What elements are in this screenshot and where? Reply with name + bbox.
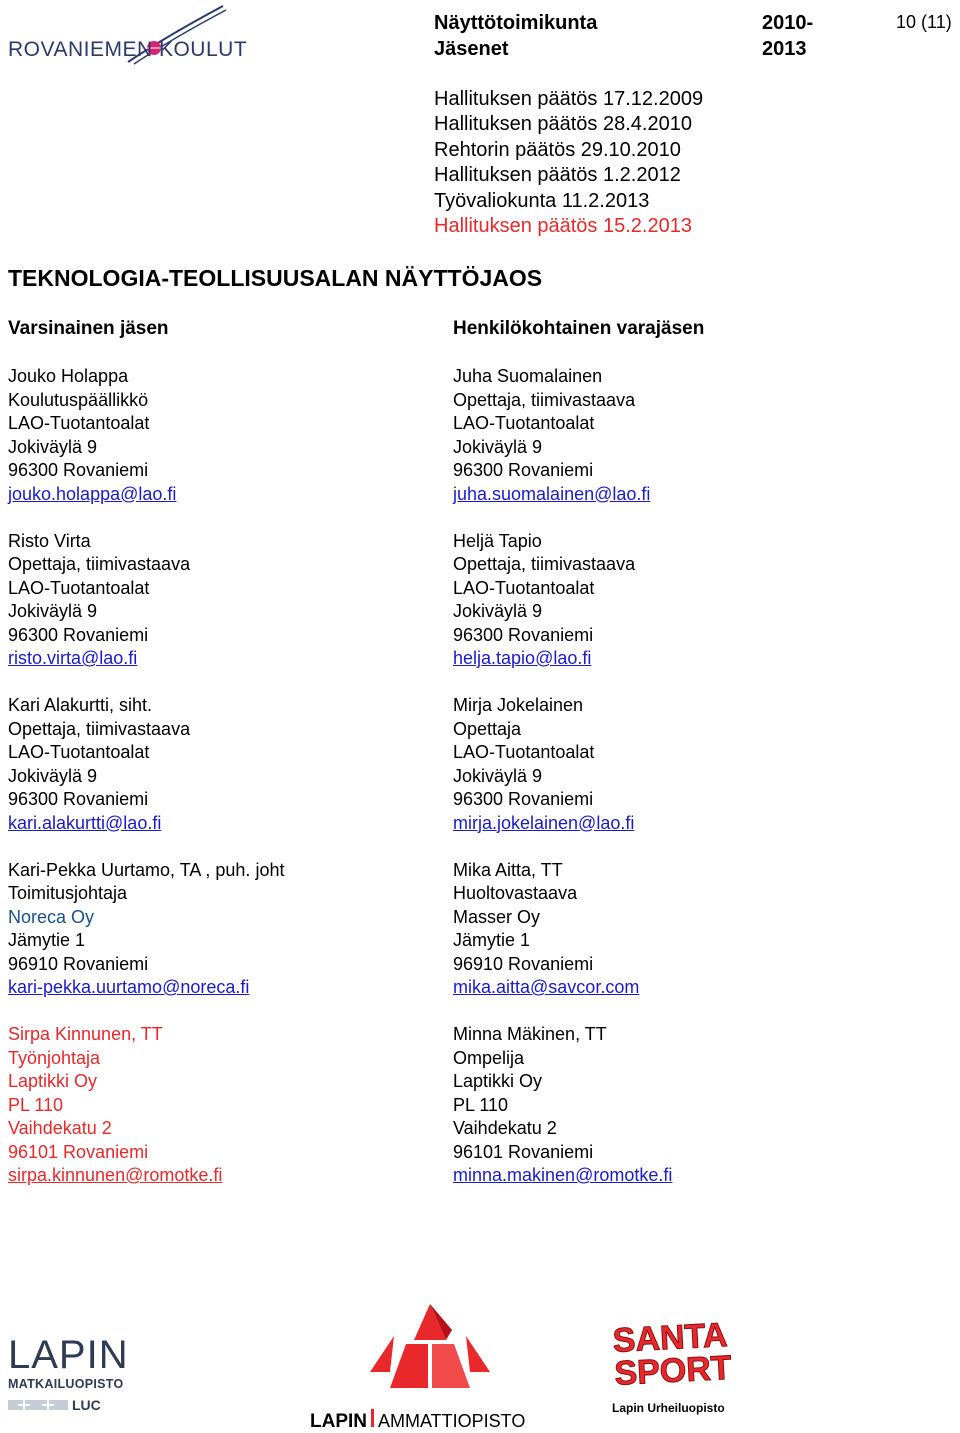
member-detail: 96300 Rovaniemi (8, 624, 149, 645)
member-name: Risto Virta (8, 530, 91, 551)
decision-line: Rehtorin päätös 29.10.2010 (434, 138, 681, 161)
lapin-matkailuopisto-logo-word3: LUC (72, 1397, 101, 1413)
member-detail: Jämytie 1 (8, 930, 86, 950)
decision-line: Hallituksen päätös 15.2.2013 (434, 215, 692, 238)
lapin-matkailuopisto-logo-word2: MATKAILUOPISTO (8, 1377, 124, 1391)
member-detail: Ompelija (453, 1047, 525, 1068)
member-detail: 96300 Rovaniemi (453, 789, 594, 809)
left-member-entry (8, 694, 448, 835)
member-email-link[interactable]: kari.alakurtti@lao.fi (8, 812, 162, 833)
member-name: Minna Mäkinen, TT (453, 1024, 607, 1044)
member-name: Kari Alakurtti, siht. (8, 695, 153, 715)
member-detail: Vaihdekatu 2 (453, 1118, 557, 1138)
member-detail: 96101 Rovaniemi (8, 1141, 149, 1162)
member-detail: LAO-Tuotantoalat (453, 577, 595, 598)
member-name: Mirja Jokelainen (453, 695, 584, 715)
header-title-line1: Näyttötoimikunta (434, 12, 598, 34)
member-detail: LAO-Tuotantoalat (8, 577, 150, 598)
santa-sport-logo-subtitle: Lapin Urheiluopisto (612, 1401, 725, 1415)
member-detail: Opettaja, tiimivastaava (453, 554, 636, 574)
left-member-entry (8, 1023, 448, 1188)
member-detail: Noreca Oy (8, 906, 95, 927)
member-detail: Vaihdekatu 2 (8, 1118, 112, 1138)
member-detail: Opettaja, tiimivastaava (8, 718, 191, 739)
page-number: 10 (11) (896, 12, 952, 32)
member-detail: LAO-Tuotantoalat (453, 742, 595, 762)
right-member-entry (453, 859, 893, 1000)
header-year (762, 10, 842, 62)
santa-sport-logo (611, 1316, 752, 1425)
decision-line: Hallituksen päätös 17.12.2009 (434, 88, 704, 110)
santa-sport-logo-word2: SPORT (613, 1348, 733, 1393)
member-detail: Jämytie 1 (453, 930, 531, 950)
member-detail: 96101 Rovaniemi (453, 1141, 594, 1162)
member-detail: Masser Oy (453, 906, 541, 927)
member-detail: 96300 Rovaniemi (8, 789, 149, 809)
lapin-ammattiopisto-logo-word2: AMMATTIOPISTO (378, 1411, 526, 1431)
member-email-link[interactable]: minna.makinen@romotke.fi (453, 1165, 673, 1185)
member-detail: Jokiväylä 9 (8, 436, 98, 457)
decision-list (434, 87, 703, 239)
member-detail: Laptikki Oy (453, 1071, 543, 1091)
decision-line: Hallituksen päätös 1.2.2012 (434, 164, 681, 187)
right-member-list (453, 365, 893, 1211)
member-email-link[interactable]: sirpa.kinnunen@romotke.fi (8, 1165, 223, 1185)
snowflake-pattern-icon (8, 1398, 68, 1412)
member-detail: LAO-Tuotantoalat (8, 742, 150, 762)
member-detail: Toimitusjohtaja (8, 883, 128, 903)
left-member-entry (8, 859, 448, 1000)
member-detail: Laptikki Oy (8, 1071, 98, 1091)
member-email-link[interactable]: kari-pekka.uurtamo@noreca.fi (8, 977, 250, 997)
decision-line: Hallituksen päätös 28.4.2010 (434, 113, 692, 136)
member-detail: Jokiväylä 9 (8, 601, 98, 621)
member-email-link[interactable]: juha.suomalainen@lao.fi (453, 483, 651, 504)
member-detail: Jokiväylä 9 (8, 765, 98, 786)
member-detail: LAO-Tuotantoalat (8, 413, 150, 433)
header-title (434, 10, 597, 62)
header-title-line2: Jäsenet (434, 38, 509, 60)
right-member-entry (453, 365, 893, 506)
logo-text: ROVANIEMEN KOULUT (8, 38, 248, 61)
left-member-entry (8, 530, 448, 671)
member-detail: 96300 Rovaniemi (453, 460, 594, 480)
left-column-heading: Varsinainen jäsen (8, 318, 169, 339)
member-detail: PL 110 (8, 1094, 64, 1115)
rovaniemen-koulut-logo (8, 4, 248, 70)
member-detail: 96300 Rovaniemi (8, 460, 149, 480)
right-member-entry (453, 530, 893, 671)
member-detail: Opettaja, tiimivastaava (8, 554, 191, 574)
member-email-link[interactable]: mika.aitta@savcor.com (453, 977, 640, 997)
member-detail: Jokiväylä 9 (453, 765, 543, 786)
left-member-entry (8, 365, 448, 506)
member-detail: Huoltovastaava (453, 883, 578, 903)
member-detail: PL 110 (453, 1094, 509, 1115)
member-detail: LAO-Tuotantoalat (453, 413, 595, 433)
member-detail: Opettaja (453, 718, 522, 739)
member-detail: 96910 Rovaniemi (8, 953, 149, 974)
member-detail: Jokiväylä 9 (453, 436, 543, 457)
header-year-line1: 2010- (762, 12, 814, 34)
right-member-entry (453, 694, 893, 835)
lapin-ammattiopisto-logo-word1: LAPIN (310, 1411, 367, 1432)
member-name: Kari-Pekka Uurtamo, TA , puh. joht (8, 859, 285, 880)
right-column-heading: Henkilökohtainen varajäsen (453, 318, 705, 339)
member-email-link[interactable]: helja.tapio@lao.fi (453, 648, 592, 668)
member-detail: 96300 Rovaniemi (453, 624, 594, 645)
member-detail: Työnjohtaja (8, 1047, 101, 1068)
section-title: TEKNOLOGIA-TEOLLISUUSALAN NÄYTTÖJAOS (8, 265, 543, 291)
santa-sport-logo-word1: SANTA (611, 1316, 729, 1360)
member-email-link[interactable]: jouko.holappa@lao.fi (8, 483, 177, 504)
member-name: Juha Suomalainen (453, 366, 603, 386)
left-member-list (8, 365, 448, 1211)
lapin-matkailuopisto-logo (8, 1335, 148, 1420)
member-name: Mika Aitta, TT (453, 859, 563, 880)
lapin-ammattiopisto-logo (310, 1300, 550, 1432)
right-member-entry (453, 1023, 893, 1188)
member-name: Heljä Tapio (453, 530, 542, 551)
member-email-link[interactable]: risto.virta@lao.fi (8, 648, 138, 668)
member-detail: Opettaja, tiimivastaava (453, 389, 636, 410)
member-email-link[interactable]: mirja.jokelainen@lao.fi (453, 812, 635, 833)
lapin-matkailuopisto-logo-word1: LAPIN (8, 1333, 129, 1377)
logo-divider (371, 1409, 374, 1427)
flame-figure-icon (310, 1300, 550, 1400)
member-detail: 96910 Rovaniemi (453, 953, 594, 974)
member-detail: Jokiväylä 9 (453, 601, 543, 621)
member-detail: Koulutuspäällikkö (8, 389, 149, 410)
header-year-line2: 2013 (762, 38, 807, 60)
member-name: Jouko Holappa (8, 366, 129, 386)
decision-line: Työvaliokunta 11.2.2013 (434, 189, 650, 212)
member-name: Sirpa Kinnunen, TT (8, 1024, 163, 1044)
